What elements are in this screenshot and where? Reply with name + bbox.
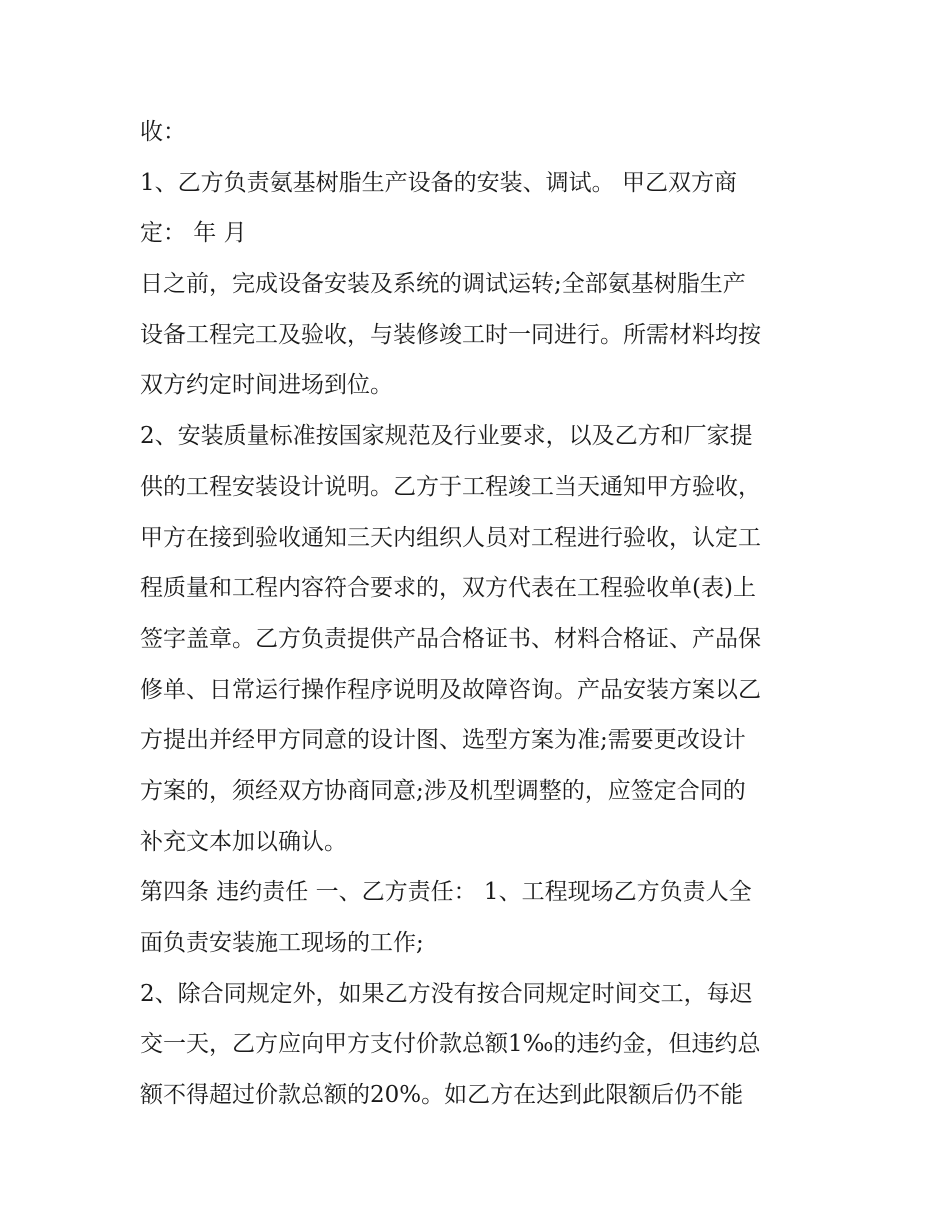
text-line: 方提出并经甲方同意的设计图、选型方案为准;需要更改设计	[140, 727, 746, 754]
text-line: 定： 年 月	[140, 220, 247, 247]
text-line: 2、安装质量标准按国家规范及行业要求，以及乙方和厂家提	[140, 423, 753, 450]
text-line: 签字盖章。乙方负责提供产品合格证书、材料合格证、产品保	[140, 625, 761, 652]
text-line: 供的工程安装设计说明。乙方于工程竣工当天通知甲方验收，	[140, 473, 761, 500]
text-line: 补充文本加以确认。	[140, 828, 347, 855]
text-line: 程质量和工程内容符合要求的，双方代表在工程验收单(表)上	[140, 575, 756, 602]
text-line: 额不得超过价款总额的20%。如乙方在达到此限额后仍不能	[140, 1082, 744, 1109]
text-line: 日之前，完成设备安装及系统的调试运转;全部氨基树脂生产	[140, 271, 746, 298]
text-line: 甲方在接到验收通知三天内组织人员对工程进行验收，认定工	[140, 524, 761, 551]
text-line: 双方约定时间进场到位。	[140, 372, 393, 399]
text-line: 第四条 违约责任 一、乙方责任： 1、工程现场乙方负责人全	[140, 879, 752, 906]
text-line: 方案的，须经双方协商同意;涉及机型调整的，应签定合同的	[140, 777, 746, 804]
text-line: 交一天，乙方应向甲方支付价款总额1‰的违约金，但违约总	[140, 1031, 761, 1058]
text-line: 面负责安装施工现场的工作;	[140, 930, 424, 956]
text-line: 设备工程完工及验收，与装修竣工时一同进行。所需材料均按	[140, 321, 761, 348]
document-body	[140, 107, 820, 1121]
text-line: 1、乙方负责氨基树脂生产设备的安装、调试。 甲乙双方商	[140, 169, 737, 196]
text-line: 收：	[140, 119, 186, 145]
text-line: 修单、日常运行操作程序说明及故障咨询。产品安装方案以乙	[140, 676, 761, 703]
text-line: 2、除合同规定外，如果乙方没有按合同规定时间交工，每迟	[140, 980, 753, 1007]
